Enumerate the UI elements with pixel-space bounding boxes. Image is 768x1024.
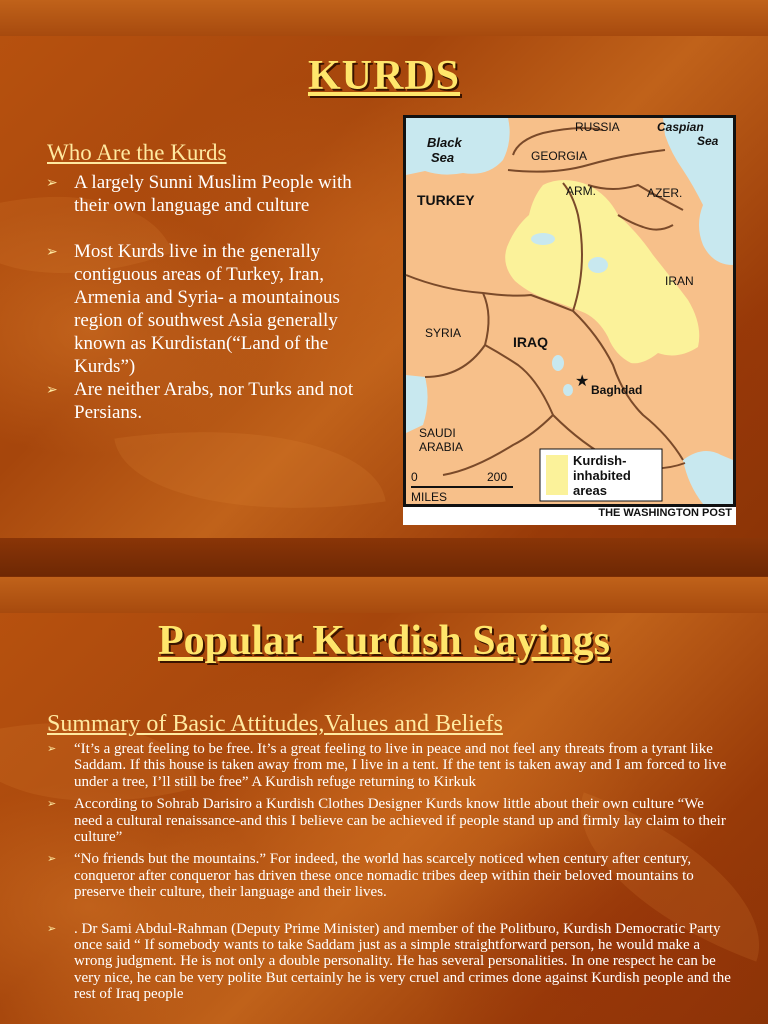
slide-title: KURDS [307, 53, 461, 99]
bullet-marker-icon: ➢ [47, 922, 57, 935]
saying-text: According to Sohrab Darisiro a Kurdish Clothes Designer Kurds know little about their own culture “We need a cultural renaissance-and this I believe can be achieved if people stand up and firmly lay claim to their culture” [74, 796, 726, 846]
map-label-syria: SYRIA [425, 326, 462, 340]
bullet-marker-icon: ➢ [47, 743, 57, 755]
bullet-text: Most Kurds live in the generally contiguous areas of Turkey, Iran, Armenia and Syria- a mountainous region of southwest Asia generally known as Kurdistan(“Land of the Kurds”) [74, 241, 340, 377]
map-graphic [403, 115, 736, 507]
saying-item [47, 920, 734, 1003]
kurdistan-map [403, 115, 736, 525]
map-label-russia: RUSSIA [575, 120, 620, 134]
map-label-saudi-arabia: SAUDI ARABIA [419, 426, 464, 454]
saying-text: “No friends but the mountains.” For indeed, the world has scarcely noticed when century after century, conqueror after conqueror has driven these once nomadic tribes deep within their beloved mountains to preserve their culture, their language and their lives. [74, 851, 694, 901]
bullet-marker-icon: ➢ [46, 176, 58, 191]
map-label-caspian-sea: Caspian Sea [657, 120, 719, 148]
map-label-baghdad: Baghdad [591, 383, 643, 397]
bullet-item [46, 240, 374, 378]
saying-item [47, 741, 734, 790]
capital-star-icon: ★ [575, 373, 590, 390]
saying-text: “It’s a great feeling to be free. It’s a great feeling to live in peace and not feel any threats from a tyrant like Saddam. If this house is taken away from me, I live in a tent. If the tent is taken away and I am forced to live under a tree, I’ll still be free” A Kurdish refuge returning to Kirkuk [74, 741, 727, 790]
map-label-georgia: GEORGIA [531, 149, 588, 163]
legend-swatch [546, 455, 568, 495]
slide-subheading: Summary of Basic Attitudes,Values and Beliefs [47, 711, 503, 737]
bullet-marker-icon: ➢ [46, 383, 58, 398]
bullet-marker-icon: ➢ [47, 798, 57, 811]
slide-title: Popular Kurdish Sayings [157, 618, 611, 664]
map-label-armenia: ARM. [566, 184, 596, 198]
map-label-black-sea: Black Sea [427, 135, 462, 165]
sayings-list [47, 741, 734, 1009]
map-label-iraq: IRAQ [513, 334, 548, 350]
slide-subheading: Who Are the Kurds [47, 140, 227, 165]
bullet-text: Are neither Arabs, nor Turks and not Persians. [74, 379, 354, 423]
map-label-iran: IRAN [665, 274, 694, 288]
saying-item [47, 851, 734, 901]
bullet-list [46, 171, 374, 424]
map-label-azerbaijan: AZER. [647, 186, 683, 200]
slide-popular-kurdish-sayings [0, 577, 768, 1024]
map-scale-miles: MILES [411, 490, 448, 504]
map-credit: THE WASHINGTON POST [598, 507, 732, 519]
saying-text: . Dr Sami Abdul-Rahman (Deputy Prime Minister) and member of the Politburo, Kurdish Democratic Party once said “ If somebody wants to take Saddam just as a simple straightforward person, he would make a wrong judgment. He is not only a double personality. He has several personalities. In one respect he can be very nice, he can be very polite But certainly he is very cruel and crimes done against Kurdish people and the rest of Iraq people [74, 920, 731, 1003]
map-label-turkey: TURKEY [417, 192, 475, 208]
map-scale-zero: 0 [411, 470, 418, 484]
saying-item [47, 796, 734, 846]
bullet-marker-icon: ➢ [47, 853, 57, 866]
bullet-item [46, 378, 374, 424]
map-scale-200: 200 [487, 470, 508, 484]
map-legend-label: Kurdish-inhabited areas [573, 453, 631, 498]
bullet-text: A largely Sunni Muslim People with their own language and culture [74, 172, 352, 216]
bullet-marker-icon: ➢ [46, 245, 58, 260]
bullet-item [46, 171, 374, 217]
